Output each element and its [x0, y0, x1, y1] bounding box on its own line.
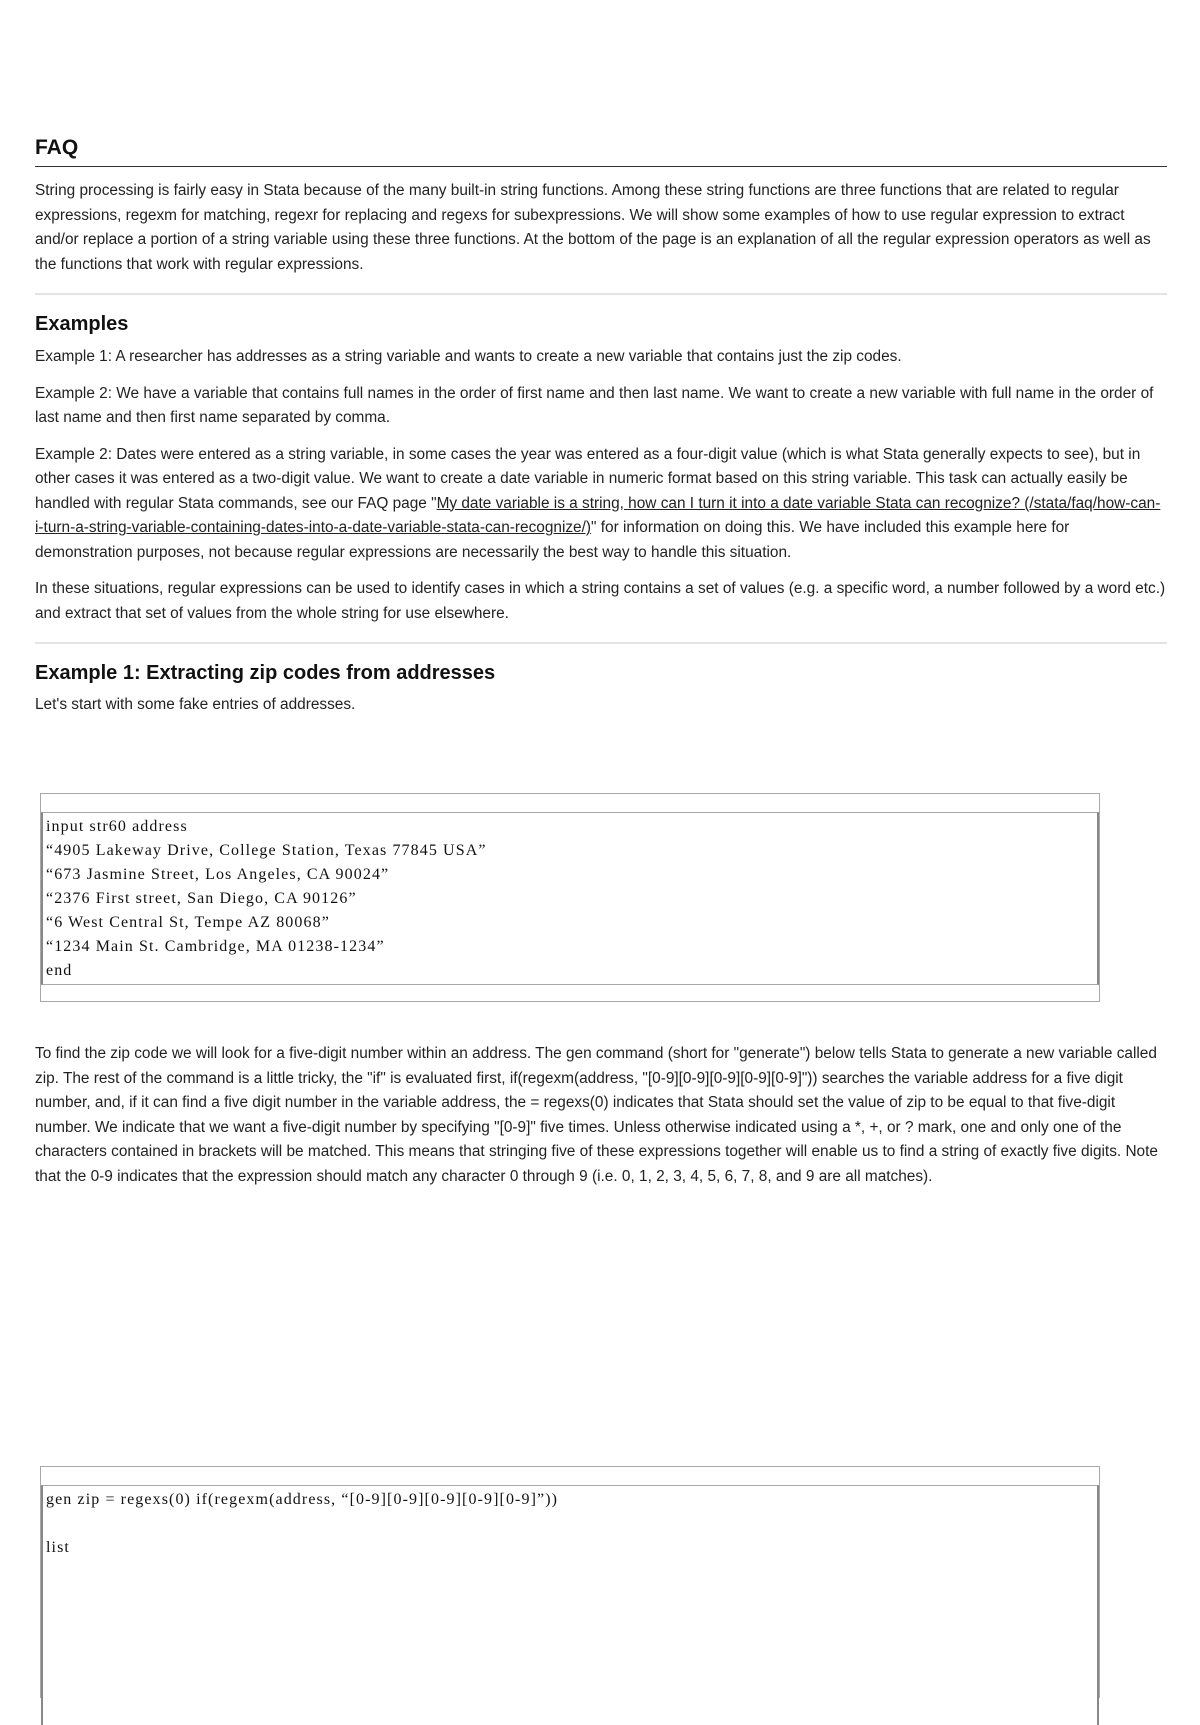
- code-block-input: [40, 793, 1100, 1002]
- situations-paragraph: In these situations, regular expressions can be used to identify cases in which a string contains a set of values (e.g. a specific word, a number followed by a word etc.) and extract that set of values from the whole string for use elsewhere.: [35, 580, 1166, 622]
- section-divider: [35, 293, 1167, 295]
- code-block-gen: [40, 1466, 1100, 1698]
- examples-heading: Examples: [35, 313, 129, 335]
- intro-paragraph: String processing is fairly easy in Stata because of the many built-in string functions. Among these string functions are three functions that are related to regular expressions, regexm for matching, regexr for replacing and regexs for subexpressions. We will show some examples of how to use regular expression to extract and/or replace a portion of a string variable using these three functions. At the bottom of the page is an explanation of all the regular expression operators as well as the functions that work with regular expressions.: [35, 182, 1151, 273]
- code-block-gen-body: [41, 1485, 1099, 1725]
- code-gen-zip: gen zip = regexs(0) if(regexm(address, “[0-9][0-9][0-9][0-9][0-9]”)) list: [46, 1491, 559, 1556]
- page-title: FAQ: [35, 136, 1167, 167]
- addresses-lead-paragraph: Let's start with some fake entries of addresses.: [35, 696, 356, 713]
- faq-article: [35, 136, 1167, 718]
- code-input-addresses: input str60 address “4905 Lakeway Drive, College Station, Texas 77845 USA” “673 Jasmine Street, Los Angeles, CA 90024” “2376 First street, San Diego, CA 90126” “6 West Central St, Tempe AZ 80068” “1234 Main St. Cambridge, MA 01238-1234” end: [46, 818, 487, 979]
- example-1-heading: Example 1: Extracting zip codes from addresses: [35, 662, 496, 684]
- date-variable-faq-link[interactable]: My date variable is a string, how can I turn it into a date variable Stata can recognize? (/stata/faq/how-can-i-turn-a-string-variable-containing-dates-into-a-date-variable-stata-can-recognize/): [35, 494, 1161, 536]
- section-divider: [35, 642, 1167, 644]
- example-1-paragraph: Example 1: A researcher has addresses as a string variable and wants to create a new variable that contains just the zip codes.: [35, 348, 902, 365]
- zip-explanation-paragraph: To find the zip code we will look for a five-digit number within an address. The gen command (short for "generate") below tells Stata to generate a new variable called zip. The rest of the command is a little tricky, the "if" is evaluated first, if(regexm(address, "[0-9][0-9][0-9][0-9][0-9]")) searches the variable address for a five digit number, and, if it can find a five digit number in the variable address, the = regexs(0) indicates that Stata should set the value of zip to be equal to that five-digit number. We indicate that we want a five-digit number by specifying "[0-9]" five times. Unless otherwise indicated using a *, +, or ? mark, one and only one of the characters contained in brackets will be matched. This means that stringing five of these expressions together will enable us to find a string of exactly five digits. Note that the 0-9 indicates that the expression should match any character 0 through 9 (i.e. 0, 1, 2, 3, 4, 5, 6, 7, 8, and 9 are all matches).: [35, 1045, 1158, 1185]
- code-block-input-body: [41, 812, 1099, 985]
- example-3-paragraph: [35, 443, 1167, 566]
- example-3-text-before: Example 2: Dates were entered as a string variable, in some cases the year was entered as a four-digit value (which is what Stata generally expects to see), but in other cases it was entered as a two-digit value. We want to create a date variable in numeric format based on this string variable. This task can actually easily be handled with regular Stata commands, see our FAQ page ": [35, 445, 1141, 512]
- example-3-text-after: " for information on doing this. We have included this example here for demonstration purposes, not because regular expressions are necessarily the best way to handle this situation.: [35, 519, 1070, 561]
- example-2-paragraph: Example 2: We have a variable that contains full names in the order of first name and then last name. We want to create a new variable with full name in the order of last name and then first name separated by comma.: [35, 384, 1154, 426]
